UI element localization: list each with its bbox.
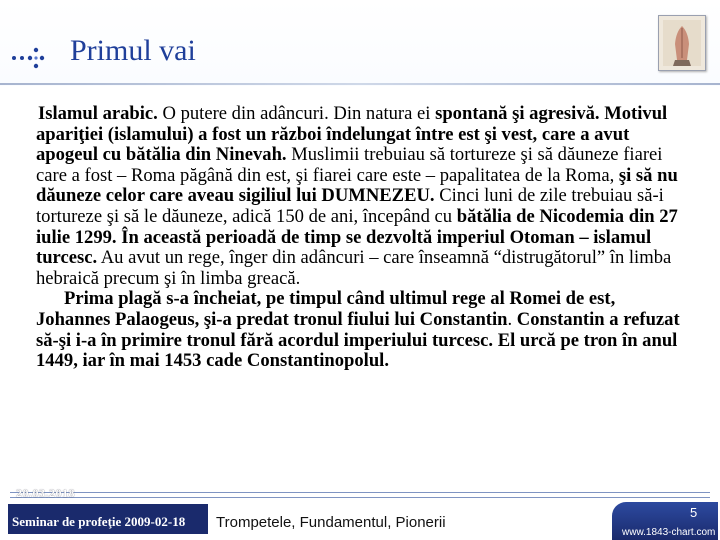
- paragraph-first-plague: [36, 289, 686, 371]
- text-segment: Muslimii trebuiau să tortureze şi să dăuneze fiarei care a fost – Roma păgână din est, şi fiarei care este – papalitatea de la Roma,: [36, 144, 663, 186]
- text-segment: O putere din adâncuri. Din natura ei: [157, 103, 436, 124]
- footer-middle-label: Trompetele, Fundamentul, Pionerii: [216, 514, 446, 531]
- text-segment: spontană şi agresivă. Motivul apariţiei (islamului) a fost un război îndelungat între est şi vest, care a avut apogeul cu bătălia din Ninevah.: [36, 103, 668, 166]
- footer-date: 20.03.2018: [16, 486, 75, 500]
- text-segment: Constantin a refuzat să-şi i-a în primire tronul fără acordul imperiului turcesc. El urcă pe tron în anul 1449, iar în mai 1453 cade Constantinopolul.: [36, 308, 680, 372]
- paragraph-islam: [36, 104, 686, 289]
- slide-footer: [0, 486, 720, 540]
- slide-header: [0, 0, 720, 86]
- page-title: Primul vai: [70, 34, 196, 67]
- text-segment: şi să nu dăuneze celor care aveau sigiliul lui DUMNEZEU.: [36, 164, 678, 207]
- text-segment: Au avut un rege, înger din adâncuri – care înseamnă “distrugătorul” în limba hebraică precum şi în limba greacă.: [36, 247, 672, 289]
- page-number: 5: [690, 505, 698, 520]
- header-divider: [0, 83, 720, 85]
- praying-hands-image-icon: [658, 15, 706, 71]
- footer-left-label: Seminar de profeţie 2009-02-18: [12, 514, 186, 529]
- dots-logo-icon: [10, 44, 58, 70]
- text-segment: Prima plagă s-a încheiat, pe timpul când ultimul rege al Romei de est, Johannes Palaogeus, şi-a predat tronul fiului lui Constantin: [36, 288, 616, 330]
- text-segment: .: [507, 308, 513, 330]
- text-segment: Islamul arabic.: [38, 103, 158, 124]
- footer-site-url: www.1843-chart.com: [622, 527, 716, 538]
- text-segment: bătălia de Nicodemia din 27 iulie 1299. În această perioadă de timp se dezvoltă imperiul Otoman – islamul turcesc.: [36, 205, 678, 269]
- footer-divider: [10, 492, 710, 498]
- text-segment: Cinci luni de zile trebuiau să-i tortureze şi să le dăuneze, adică 150 de ani, începând cu: [36, 185, 664, 227]
- slide-body: [36, 104, 686, 372]
